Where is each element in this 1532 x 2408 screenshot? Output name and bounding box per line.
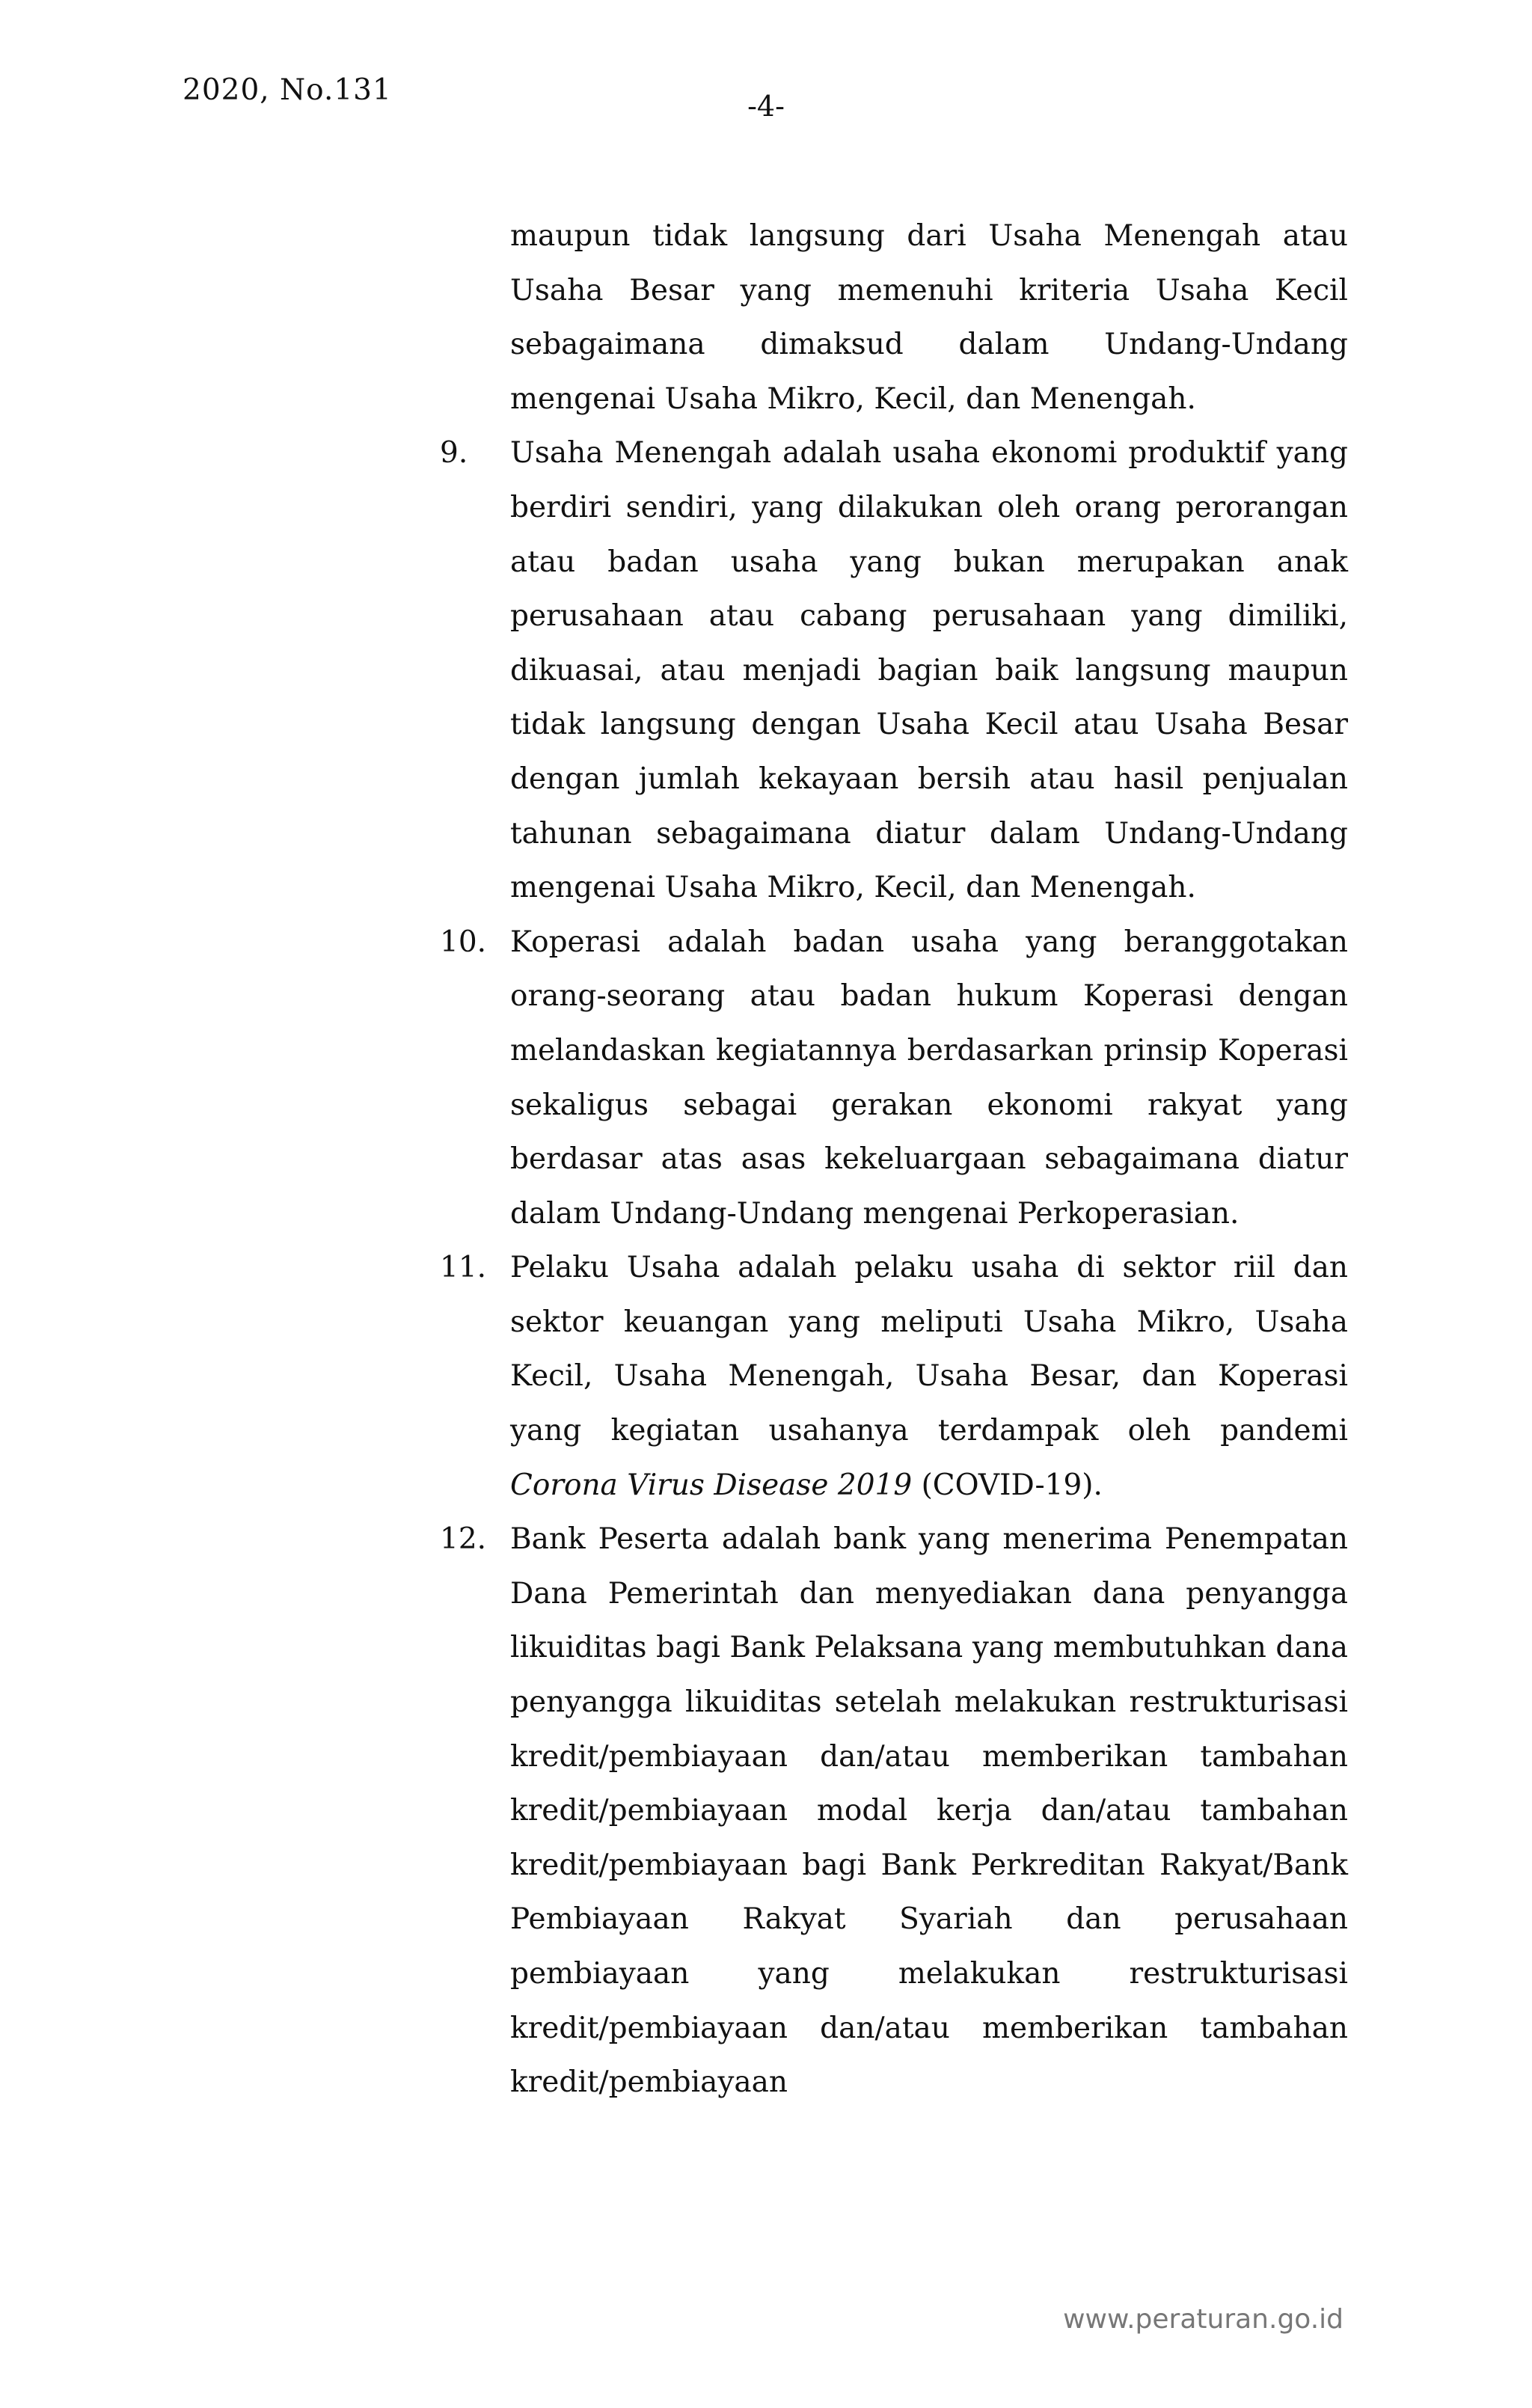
page-number: -4-: [747, 90, 785, 123]
website-footer: www.peraturan.go.id: [1063, 2304, 1343, 2335]
item-number: 11.: [440, 1251, 487, 1285]
item-text-after: (COVID-19).: [912, 1468, 1103, 1502]
list-item-11: [440, 1241, 1348, 1513]
list-item-9: [440, 426, 1348, 915]
item-number: 10.: [440, 925, 487, 959]
item-text: Bank Peserta adalah bank yang menerima Penempatan Dana Pemerintah dan menyediakan dana penyangga likuiditas bagi Bank Pelaksana yang membutuhkan dana penyangga likuiditas setelah melakukan restrukturisasi kredit/pembiayaan dan/atau memberikan tambahan kredit/pembiayaan modal kerja dan/atau tambahan kredit/pembiayaan bagi Bank Perkreditan Rakyat/Bank Pembiayaan Rakyat Syariah dan perusahaan pembiayaan yang melakukan restrukturisasi kredit/pembiayaan dan/atau memberikan tambahan kredit/pembiayaan: [510, 1522, 1348, 2100]
document-body: [440, 209, 1348, 2110]
list-item-10: [440, 916, 1348, 1242]
item-text: Usaha Menengah adalah usaha ekonomi produktif yang berdiri sendiri, yang dilakukan oleh orang perorangan atau badan usaha yang bukan merupakan anak perusahaan atau cabang perusahaan yang dimiliki, dikuasai, atau menjadi bagian baik langsung maupun tidak langsung dengan Usaha Kecil atau Usaha Besar dengan jumlah kekayaan bersih atau hasil penjualan tahunan sebagaimana diatur dalam Undang-Undang mengenai Usaha Mikro, Kecil, dan Menengah.: [510, 436, 1348, 905]
document-reference: 2020, No.131: [183, 73, 392, 107]
item-text: Koperasi adalah badan usaha yang beranggotakan orang-seorang atau badan hukum Koperasi dengan melandaskan kegiatannya berdasarkan prinsip Koperasi sekaligus sebagai gerakan ekonomi rakyat yang berdasar atas asas kekeluargaan sebagaimana diatur dalam Undang-Undang mengenai Perkoperasian.: [510, 925, 1348, 1231]
item-text-italic: Corona Virus Disease 2019: [510, 1468, 913, 1502]
list-item-12: [440, 1513, 1348, 2110]
item-number: 9.: [440, 436, 468, 471]
continued-paragraph: maupun tidak langsung dari Usaha Menengah atau Usaha Besar yang memenuhi kriteria Usaha Kecil sebagaimana dimaksud dalam Undang-Undang mengenai Usaha Mikro, Kecil, dan Menengah.: [510, 219, 1348, 416]
item-number: 12.: [440, 1522, 487, 1557]
item-text-before: Pelaku Usaha adalah pelaku usaha di sektor riil dan sektor keuangan yang meliputi Usaha Mikro, Usaha Kecil, Usaha Menengah, Usaha Besar, dan Koperasi yang kegiatan usahanya terdampak oleh pandemi: [510, 1251, 1348, 1448]
